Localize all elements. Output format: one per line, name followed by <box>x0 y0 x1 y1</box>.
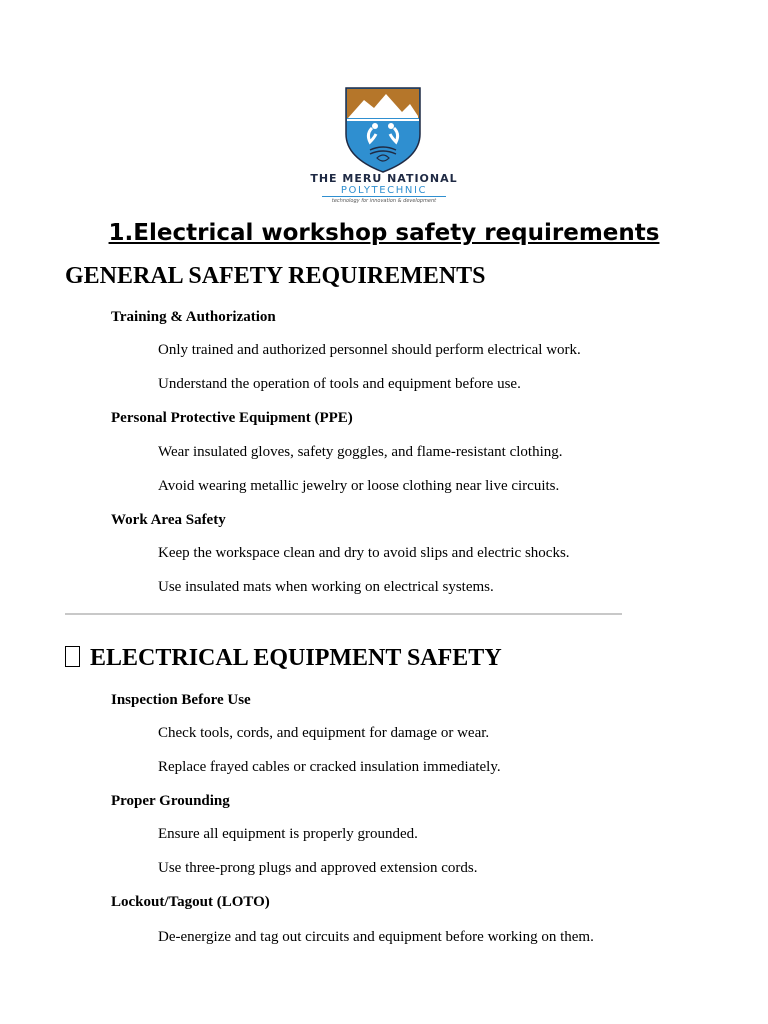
list-item: Only trained and authorized personnel should perform electrical work. <box>158 342 581 358</box>
subheading-training: Training & Authorization <box>111 309 276 325</box>
subheading-ppe: Personal Protective Equipment (PPE) <box>111 410 353 426</box>
shield-crest-icon <box>344 86 422 174</box>
list-item: Ensure all equipment is properly grounded. <box>158 826 418 842</box>
section-divider <box>65 613 622 615</box>
logo-subname: POLYTECHNIC <box>340 185 428 196</box>
list-item: De-energize and tag out circuits and equipment before working on them. <box>158 929 594 945</box>
list-item: Replace frayed cables or cracked insulation immediately. <box>158 759 501 775</box>
document-title: 1.Electrical workshop safety requirements <box>108 220 660 246</box>
list-item: Use insulated mats when working on electrical systems. <box>158 579 494 595</box>
section-heading-text: ELECTRICAL EQUIPMENT SAFETY <box>90 645 502 671</box>
section-heading-equipment <box>65 645 502 672</box>
list-item: Understand the operation of tools and equipment before use. <box>158 376 521 392</box>
subheading-inspection: Inspection Before Use <box>111 692 251 708</box>
list-item: Wear insulated gloves, safety goggles, and flame-resistant clothing. <box>158 444 563 460</box>
logo-tagline: technology for innovation & development <box>331 198 437 204</box>
list-item: Keep the workspace clean and dry to avoid slips and electric shocks. <box>158 545 570 561</box>
list-item: Check tools, cords, and equipment for damage or wear. <box>158 725 490 741</box>
subheading-loto: Lockout/Tagout (LOTO) <box>111 894 270 910</box>
list-item: Use three-prong plugs and approved extension cords. <box>158 860 478 876</box>
section-heading-general: GENERAL SAFETY REQUIREMENTS <box>65 263 486 289</box>
institution-logo <box>300 86 468 208</box>
subheading-grounding: Proper Grounding <box>111 793 230 809</box>
logo-rule <box>322 196 446 197</box>
subheading-work-area: Work Area Safety <box>111 512 226 528</box>
logo-name: THE MERU NATIONAL <box>310 172 458 185</box>
missing-glyph-icon <box>65 646 80 667</box>
list-item: Avoid wearing metallic jewelry or loose clothing near live circuits. <box>158 478 560 494</box>
